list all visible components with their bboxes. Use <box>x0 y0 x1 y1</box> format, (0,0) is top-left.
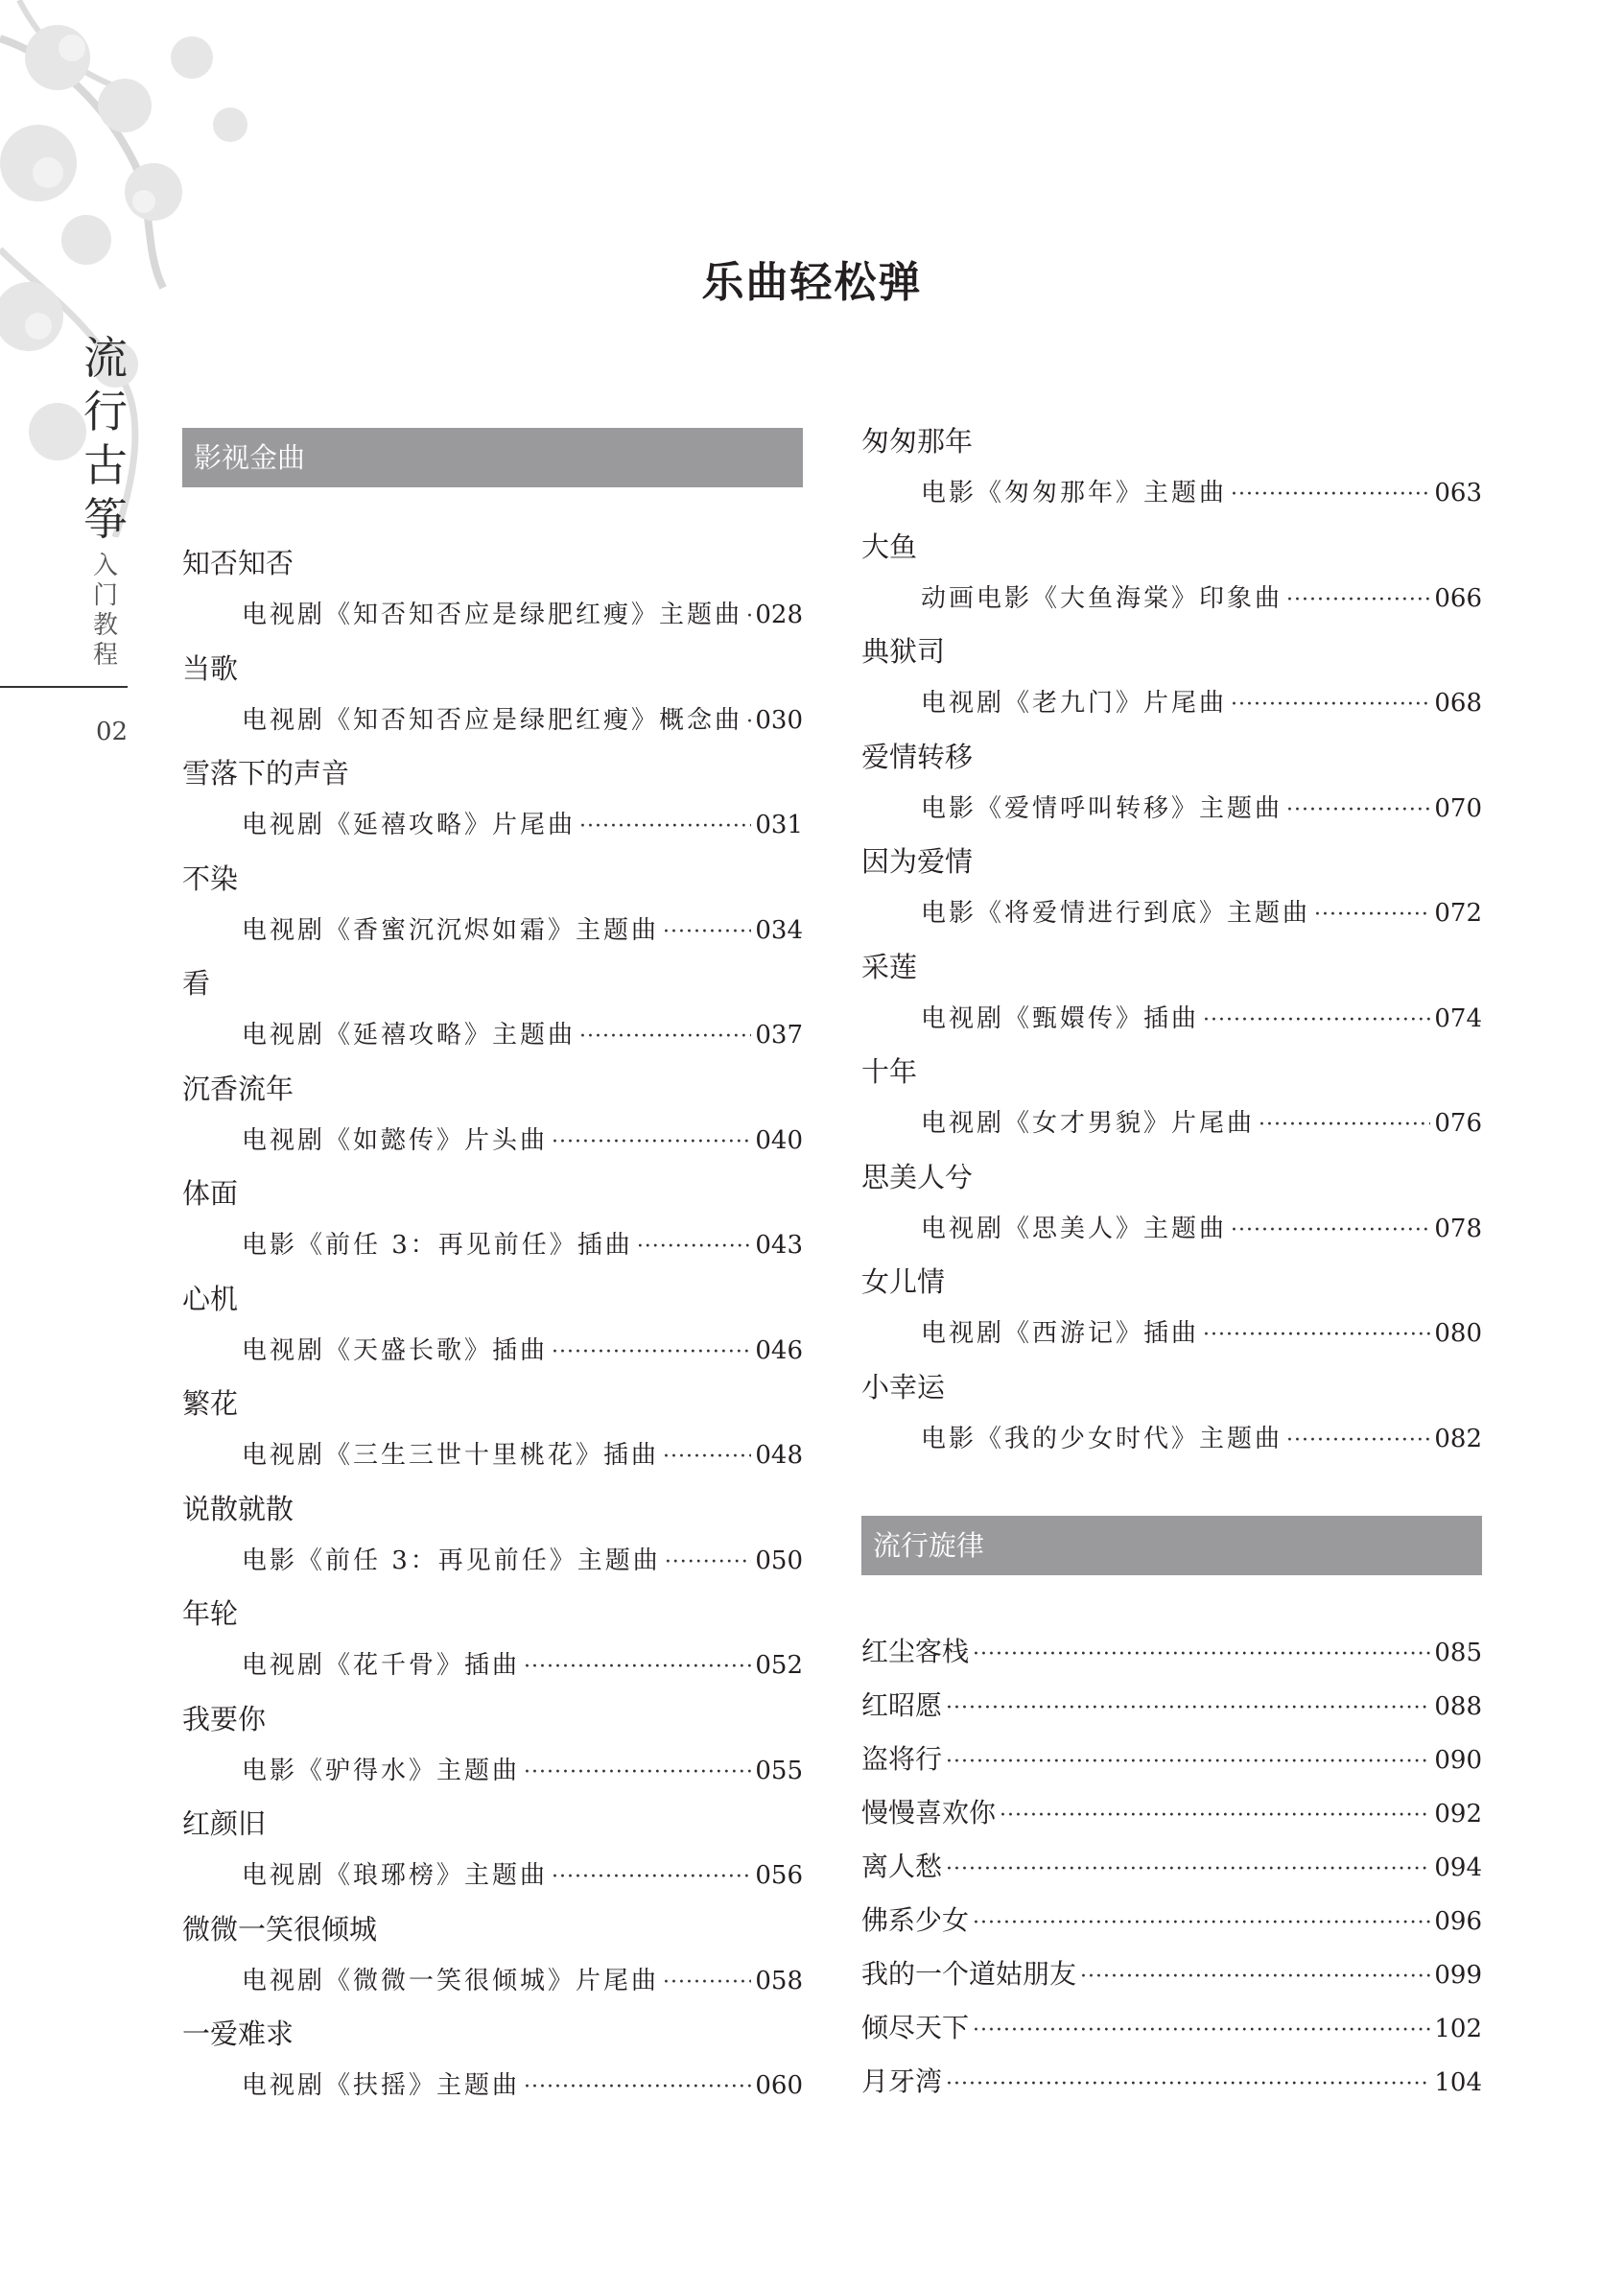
dot-leader <box>663 913 751 952</box>
page-number-ref: 080 <box>1434 1319 1482 1348</box>
page-number-ref: 078 <box>1434 1214 1482 1243</box>
song-title: 因为爱情 <box>861 845 974 878</box>
dot-leader <box>552 1333 751 1372</box>
toc-entry[interactable] <box>921 894 1482 934</box>
toc-entry[interactable] <box>242 1436 803 1476</box>
toc-entry[interactable] <box>242 701 803 742</box>
song-source: 电视剧《西游记》插曲 <box>921 1319 1200 1348</box>
song-title: 年轮 <box>182 1597 239 1630</box>
song-source: 电视剧《扶摇》主题曲 <box>242 2071 521 2100</box>
dot-leader <box>946 2065 1430 2104</box>
page-number-ref: 040 <box>755 1125 803 1155</box>
page-number-ref: 085 <box>1434 1639 1482 1667</box>
song-source: 电视剧《知否知否应是绿肥红瘦》概念曲 <box>242 705 743 735</box>
toc-entry[interactable] <box>242 1226 803 1266</box>
dot-leader <box>946 1689 1430 1728</box>
toc-entry[interactable] <box>921 1210 1482 1250</box>
page-number-ref: 068 <box>1434 689 1482 718</box>
song-title: 离人愁 <box>861 1851 943 1882</box>
page-number-ref: 099 <box>1434 1961 1482 1990</box>
song-title: 沉香流年 <box>182 1072 294 1105</box>
song-title: 月牙湾 <box>861 2065 943 2097</box>
toc-entry[interactable] <box>921 1420 1482 1460</box>
toc-entry[interactable] <box>861 1901 1482 1943</box>
song-title: 大鱼 <box>861 530 918 563</box>
book-subtitle-char: 教 <box>92 611 118 640</box>
dot-leader <box>946 1851 1430 1889</box>
page-number-ref: 052 <box>755 1651 803 1680</box>
page-number-ref: 070 <box>1434 793 1482 823</box>
song-source: 电视剧《三生三世十里桃花》插曲 <box>242 1441 660 1470</box>
song-source: 电视剧《如懿传》片头曲 <box>242 1125 549 1155</box>
song-source: 电视剧《琅琊榜》主题曲 <box>242 1861 549 1890</box>
dot-leader <box>579 1018 751 1056</box>
toc-entry[interactable] <box>921 579 1482 620</box>
page-number-ref: 094 <box>1434 1853 1482 1882</box>
page-number-ref: 092 <box>1434 1800 1482 1829</box>
song-source: 动画电影《大鱼海棠》印象曲 <box>921 583 1283 613</box>
dot-leader <box>1286 581 1430 620</box>
book-title-char: 流 <box>83 332 128 384</box>
song-source: 电视剧《延禧攻略》主题曲 <box>242 1021 577 1050</box>
toc-entry[interactable] <box>242 1646 803 1687</box>
dot-leader <box>663 1964 751 2002</box>
page-number-ref: 058 <box>755 1966 803 1995</box>
toc-entry[interactable] <box>921 790 1482 830</box>
page-number-ref: 056 <box>755 1861 803 1890</box>
book-subtitle-char: 程 <box>92 641 118 670</box>
song-title: 心机 <box>182 1282 239 1315</box>
dot-leader <box>973 1636 1430 1674</box>
toc-entry[interactable] <box>242 1542 803 1582</box>
page-number-ref: 063 <box>1434 479 1482 507</box>
toc-entry[interactable] <box>242 1016 803 1056</box>
toc-entry[interactable] <box>242 1962 803 2002</box>
page-number-ref: 090 <box>1434 1746 1482 1775</box>
page-number: 02 <box>96 718 128 746</box>
dot-leader <box>552 1123 751 1162</box>
dot-leader <box>1286 791 1430 830</box>
song-title: 小幸运 <box>861 1370 946 1404</box>
dot-leader <box>1080 1958 1430 1996</box>
song-title: 说散就散 <box>182 1492 294 1525</box>
dot-leader <box>746 598 751 636</box>
page-number-ref: 076 <box>1434 1109 1482 1138</box>
dot-leader <box>973 2012 1430 2050</box>
dot-leader <box>746 703 751 742</box>
dot-leader <box>637 1228 752 1266</box>
dot-leader <box>552 1858 751 1897</box>
toc-entry[interactable] <box>861 1794 1482 1835</box>
page-number-ref: 050 <box>755 1546 803 1575</box>
song-title: 倾尽天下 <box>861 2012 970 2043</box>
page-number-ref: 066 <box>1434 583 1482 613</box>
dot-leader <box>973 1904 1430 1943</box>
song-title: 思美人兮 <box>861 1160 974 1193</box>
toc-entry[interactable] <box>242 1752 803 1792</box>
song-title: 典狱司 <box>861 635 946 668</box>
page-number-ref: 043 <box>755 1231 803 1260</box>
song-title: 采莲 <box>861 950 918 983</box>
toc-entry[interactable] <box>861 1848 1482 1889</box>
dot-leader <box>1314 896 1430 934</box>
song-source: 电影《前任 3：再见前任》插曲 <box>242 1231 633 1260</box>
song-source: 电影《驴得水》主题曲 <box>242 1756 521 1785</box>
dot-leader <box>524 1754 751 1792</box>
toc-entry[interactable] <box>861 1740 1482 1782</box>
song-title: 看 <box>182 967 211 1000</box>
dot-leader <box>665 1544 752 1582</box>
page-number-ref: 072 <box>1434 899 1482 928</box>
song-title: 我要你 <box>182 1702 267 1735</box>
song-title: 红昭愿 <box>861 1689 943 1721</box>
page-number-ref: 055 <box>755 1756 803 1785</box>
song-source: 电影《我的少女时代》主题曲 <box>921 1424 1283 1453</box>
song-title: 佛系少女 <box>861 1904 970 1936</box>
section-heading-pop: 流行旋律 <box>861 1516 1482 1575</box>
dot-leader <box>1203 1316 1430 1355</box>
song-source: 电视剧《思美人》主题曲 <box>921 1214 1228 1243</box>
toc-entry[interactable] <box>242 911 803 952</box>
dot-leader <box>1231 1212 1430 1250</box>
sidebar-divider <box>0 686 128 688</box>
page-number-ref: 082 <box>1434 1424 1482 1453</box>
page-number-ref: 048 <box>755 1441 803 1470</box>
page-number-ref: 031 <box>755 811 803 839</box>
toc-entry[interactable] <box>242 596 803 636</box>
toc-entry[interactable] <box>861 1633 1482 1674</box>
book-subtitle-char: 门 <box>92 581 118 610</box>
song-title: 匆匆那年 <box>861 425 974 458</box>
dot-leader <box>524 2068 751 2107</box>
dot-leader <box>1000 1797 1430 1835</box>
song-source: 电视剧《花千骨》插曲 <box>242 1651 521 1680</box>
song-title: 爱情转移 <box>861 740 974 773</box>
vertical-book-title <box>84 331 127 671</box>
song-title: 雪落下的声音 <box>182 757 350 790</box>
toc-entry[interactable] <box>242 806 803 846</box>
page-number-ref: 046 <box>755 1335 803 1365</box>
page-number-ref: 096 <box>1434 1907 1482 1936</box>
toc-entry[interactable] <box>242 2066 803 2107</box>
book-title-char: 古 <box>83 439 128 491</box>
song-title: 知否知否 <box>182 547 294 579</box>
song-source: 电视剧《女才男貌》片尾曲 <box>921 1109 1256 1138</box>
song-title: 不染 <box>182 861 239 895</box>
toc-entry[interactable] <box>921 474 1482 514</box>
toc-entry[interactable] <box>921 1314 1482 1355</box>
song-source: 电视剧《甄嬛传》插曲 <box>921 1003 1200 1033</box>
song-source: 电视剧《香蜜沉沉烬如霜》主题曲 <box>242 915 660 945</box>
song-title: 当歌 <box>182 651 239 685</box>
song-title: 十年 <box>861 1055 918 1088</box>
song-source: 电影《将爱情进行到底》主题曲 <box>921 899 1311 928</box>
song-title: 繁花 <box>182 1387 239 1420</box>
toc-entry[interactable] <box>921 1000 1482 1040</box>
song-title: 女儿情 <box>861 1265 946 1298</box>
song-title: 慢慢喜欢你 <box>861 1797 997 1829</box>
page-number-ref: 104 <box>1434 2068 1482 2097</box>
song-source: 电视剧《延禧攻略》片尾曲 <box>242 811 577 839</box>
toc-entry[interactable] <box>921 684 1482 724</box>
song-source: 电影《爱情呼叫转移》主题曲 <box>921 793 1283 823</box>
dot-leader <box>524 1648 751 1687</box>
toc-entry[interactable] <box>921 1104 1482 1144</box>
dot-leader <box>1231 476 1430 514</box>
song-title: 盗将行 <box>861 1743 943 1775</box>
song-title: 红颜旧 <box>182 1807 267 1840</box>
song-source: 电视剧《知否知否应是绿肥红瘦》主题曲 <box>242 601 743 629</box>
page-number-ref: 028 <box>755 601 803 629</box>
song-source: 电视剧《微微一笑很倾城》片尾曲 <box>242 1966 660 1995</box>
page-number-ref: 060 <box>755 2071 803 2100</box>
song-source: 电视剧《天盛长歌》插曲 <box>242 1335 549 1365</box>
page-number-ref: 088 <box>1434 1692 1482 1721</box>
toc-entry[interactable] <box>861 1955 1482 1996</box>
page-number-ref: 037 <box>755 1021 803 1050</box>
page-number-ref: 102 <box>1434 2015 1482 2043</box>
toc-entry[interactable] <box>242 1856 803 1897</box>
song-title: 一爱难求 <box>182 2018 294 2050</box>
page-number-ref: 030 <box>755 705 803 735</box>
toc-entry[interactable] <box>861 1687 1482 1728</box>
song-title: 红尘客栈 <box>861 1636 970 1667</box>
song-source: 电影《匆匆那年》主题曲 <box>921 479 1228 507</box>
toc-entry[interactable] <box>242 1121 803 1162</box>
toc-entry[interactable] <box>861 2063 1482 2104</box>
book-title-char: 筝 <box>83 493 128 545</box>
song-title: 我的一个道姑朋友 <box>861 1958 1077 1990</box>
page-number-ref: 034 <box>755 915 803 945</box>
song-title: 体面 <box>182 1177 239 1210</box>
dot-leader <box>946 1743 1430 1782</box>
toc-entry[interactable] <box>861 2009 1482 2050</box>
song-source: 电影《前任 3：再见前任》主题曲 <box>242 1546 661 1575</box>
song-source: 电视剧《老九门》片尾曲 <box>921 689 1228 718</box>
page-number-ref: 074 <box>1434 1003 1482 1033</box>
book-title-char: 行 <box>83 386 128 437</box>
page-title: 乐曲轻松弹 <box>701 258 923 307</box>
dot-leader <box>663 1438 751 1476</box>
dot-leader <box>1231 686 1430 724</box>
book-subtitle-char: 入 <box>92 552 118 580</box>
toc-entry[interactable] <box>242 1332 803 1372</box>
section-heading-film-tv: 影视金曲 <box>182 428 803 487</box>
dot-leader <box>1286 1422 1430 1460</box>
dot-leader <box>1259 1106 1430 1144</box>
dot-leader <box>1203 1002 1430 1040</box>
song-title: 微微一笑很倾城 <box>182 1912 378 1946</box>
dot-leader <box>579 808 751 846</box>
